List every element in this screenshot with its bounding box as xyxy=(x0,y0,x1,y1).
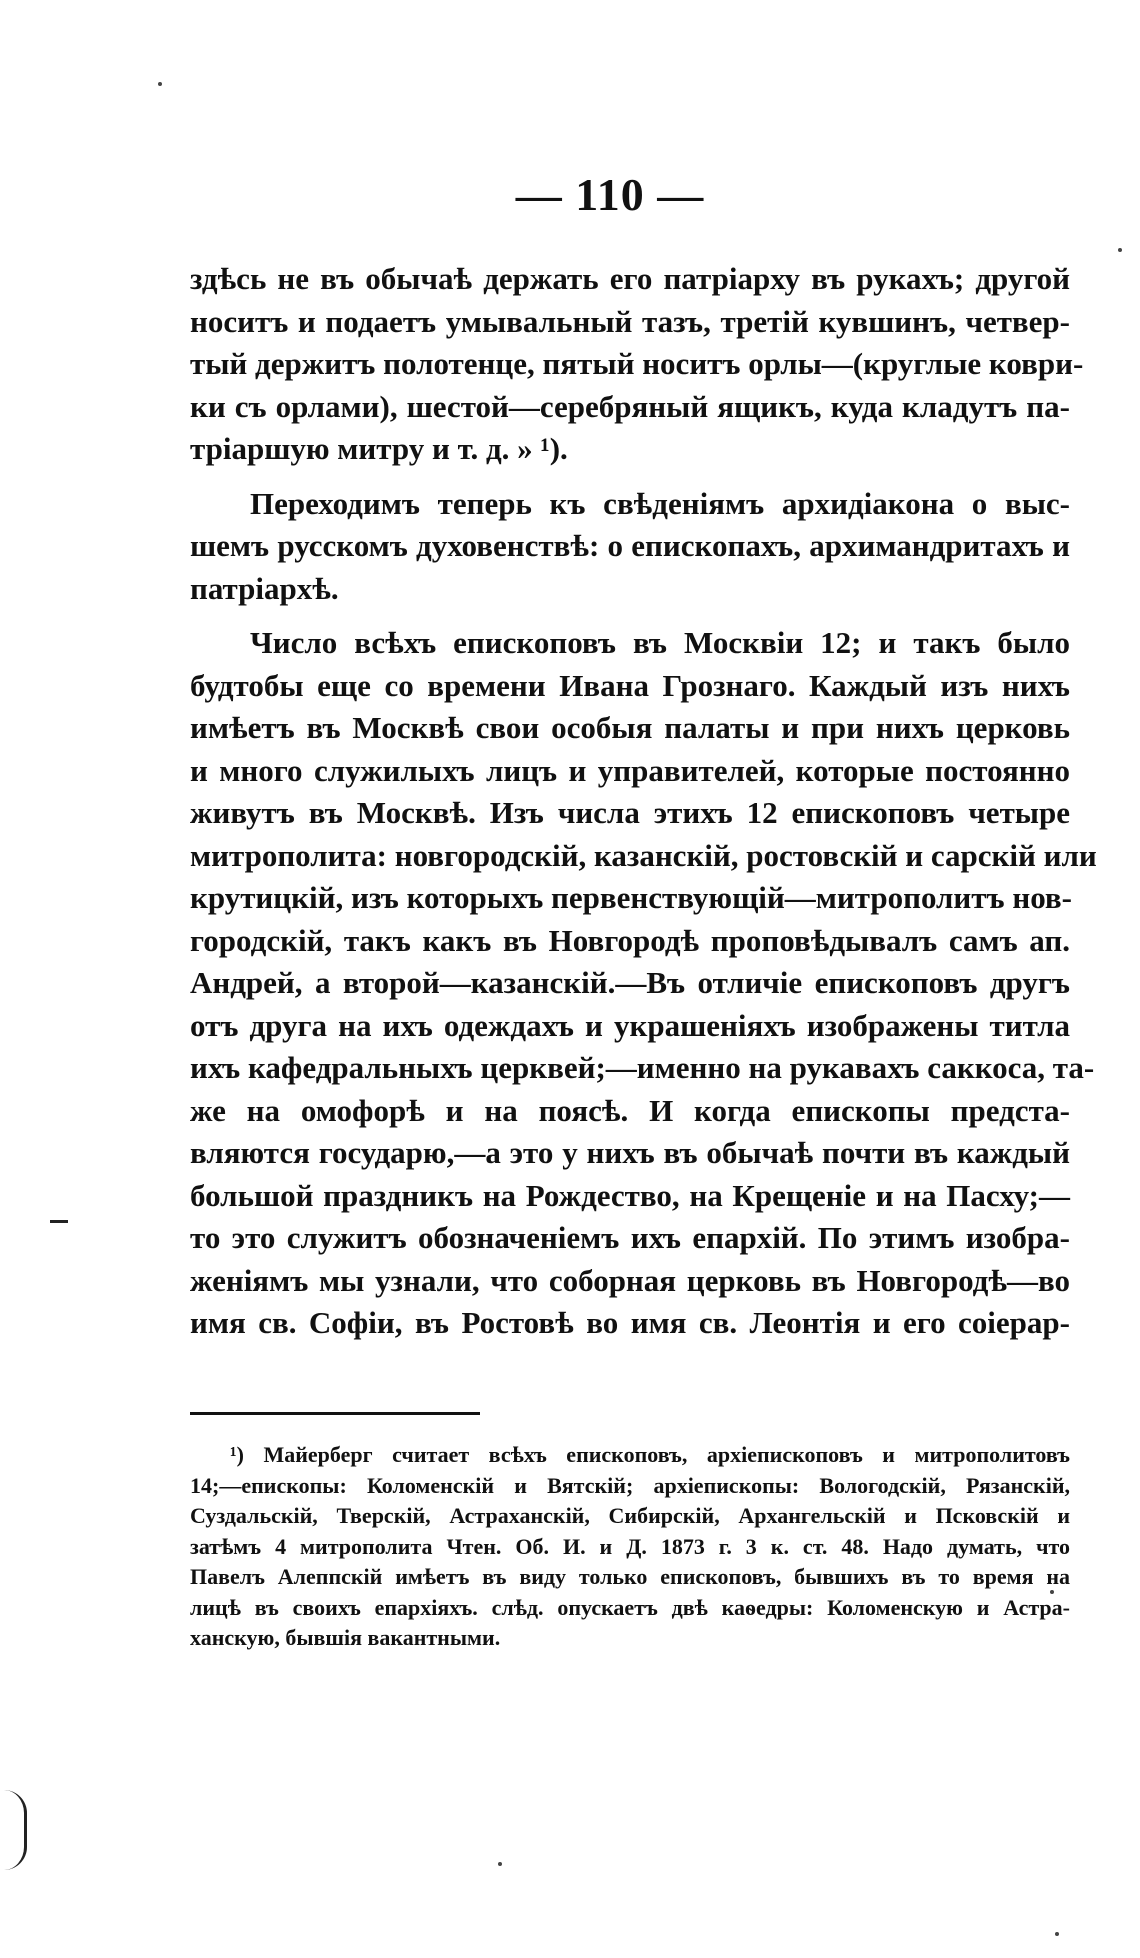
text-line: то это служитъ обозначеніемъ ихъ епархій. По этимъ изобра- xyxy=(190,1220,1070,1255)
footnotes xyxy=(190,1440,1070,1654)
text-line: Андрей, а второй—казанскій.—Въ отличіе епископовъ другъ xyxy=(190,965,1070,1000)
print-speck xyxy=(1118,248,1122,252)
text-line: вляются государю,—а это у нихъ въ обычаѣ почти въ каждый xyxy=(190,1135,1070,1170)
text-line: будтобы еще со времени Ивана Грознаго. Каждый изъ нихъ xyxy=(190,667,1070,703)
text-line: митрополита: новгородскій, казанскій, ростовскій и сарскій или xyxy=(190,837,1097,873)
text-line: носитъ и подаетъ умывальный тазъ, третій кувшинъ, четвер- xyxy=(190,303,1070,339)
text-line: шемъ русскомъ духовенствѣ: о епископахъ, архимандритахъ и xyxy=(190,528,1070,563)
text-line: имѣетъ въ Москвѣ свои особыя палаты и при нихъ церковь xyxy=(190,710,1070,745)
text-line: и много служилыхъ лицъ и управителей, которые постоянно xyxy=(190,752,1070,788)
text-line: патріархѣ. xyxy=(190,570,339,606)
footnote-line: Суздальскій, Тверскій, Астраханскій, Сибирскій, Архангельскій и Псковскій и xyxy=(190,1503,1070,1528)
text-line: отъ друга на ихъ одеждахъ и украшеніяхъ изображены титла xyxy=(190,1007,1070,1043)
text-line: имя св. Софіи, въ Ростовѣ во имя св. Леонтія и его соіерар- xyxy=(190,1305,1070,1340)
margin-dash xyxy=(50,1220,68,1223)
page-number: — 110 — xyxy=(515,169,705,220)
footnote-line: лицѣ въ своихъ епархіяхъ. слѣд. опускаетъ двѣ каѳедры: Коломенскую и Астра- xyxy=(190,1594,1070,1620)
text-line: же на омофорѣ и на поясѣ. И когда епископы предста- xyxy=(190,1092,1070,1128)
text-line: большой праздникъ на Рождество, на Крещеніе и на Пасху;— xyxy=(190,1177,1070,1213)
print-speck xyxy=(1055,1932,1059,1936)
text-line: Число всѣхъ епископовъ въ Москвіи 12; и такъ было xyxy=(250,625,1070,660)
print-speck xyxy=(158,82,162,86)
text-line: ки съ орлами), шестой—серебряный ящикъ, куда кладутъ па- xyxy=(190,388,1070,424)
text-line: женіямъ мы узнали, что соборная церковь въ Новгородѣ—во xyxy=(190,1262,1070,1298)
text-line: тріаршую митру и т. д. » ¹). xyxy=(190,431,568,466)
text-line: городскій, такъ какъ въ Новгородѣ проповѣдывалъ самъ ап. xyxy=(190,922,1070,958)
margin-bracket xyxy=(4,1790,27,1870)
text-line: тый держитъ полотенце, пятый носитъ орлы—(круглые коври- xyxy=(190,346,1084,381)
text-line: здѣсь не въ обычаѣ держать его патріарху въ рукахъ; другой xyxy=(190,261,1070,296)
paragraph-gap xyxy=(190,471,1070,483)
text-line: Переходимъ теперь къ свѣденіямъ архидіакона о выс- xyxy=(250,485,1070,521)
footnote-line: ханскую, бывшія вакантными. xyxy=(190,1625,501,1650)
print-speck xyxy=(1050,1590,1054,1594)
text-line: крутицкій, изъ которыхъ первенствующій—митрополитъ нов- xyxy=(190,880,1073,915)
footnote-divider xyxy=(190,1412,480,1415)
print-speck xyxy=(498,1862,502,1866)
footnote-line: ¹) Майерберг считает всѣхъ епископовъ, архіепископовъ и митрополитовъ xyxy=(230,1442,1070,1467)
footnote-line: Павелъ Алеппскій имѣетъ въ виду только епископовъ, бывшихъ въ то время на xyxy=(190,1564,1070,1589)
text-line: ихъ кафедральныхъ церквей;—именно на рукавахъ саккоса, та- xyxy=(190,1050,1095,1085)
footnote-line: затѣмъ 4 митрополита Чтен. Об. И. и Д. 1873 г. 3 к. ст. 48. Надо думать, что xyxy=(190,1533,1070,1559)
main-text xyxy=(190,258,1097,1345)
text-line: живутъ въ Москвѣ. Изъ числа этихъ 12 епископовъ четыре xyxy=(190,795,1070,830)
paragraph-gap xyxy=(190,610,1070,622)
footnote-line: 14;—епископы: Коломенскій и Вятскій; архіепископы: Вологодскій, Рязанскій, xyxy=(190,1472,1070,1498)
